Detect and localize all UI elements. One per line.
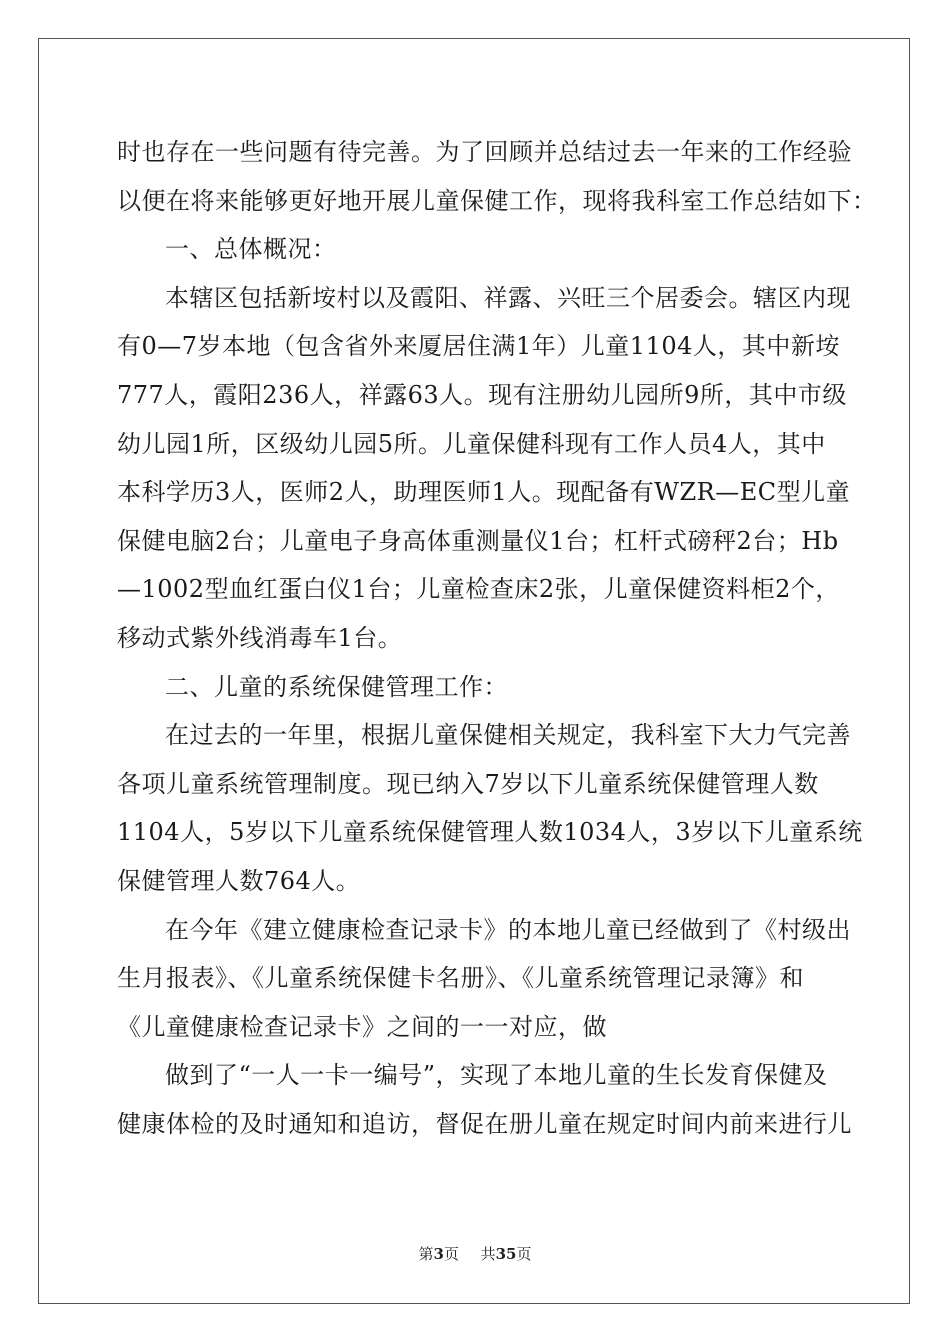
page-prefix: 第 — [418, 1245, 434, 1263]
text-line: 本辖区包括新垵村以及霞阳、祥露、兴旺三个居委会。辖区内现 — [165, 283, 851, 312]
page-suffix: 页 — [443, 1245, 459, 1263]
text-line: 健康体检的及时通知和追访，督促在册儿童在规定时间内前来进行儿 — [117, 1109, 852, 1138]
text-line: 777人，霞阳236人，祥露63人。现有注册幼儿园所9所，其中市级 — [117, 380, 847, 409]
text-line: —1002型血红蛋白仪1台；儿童检查床2张，儿童保健资料柜2个， — [117, 575, 840, 604]
text-line: 幼儿园1所，区级幼儿园5所。儿童保健科现有工作人员4人，其中 — [117, 429, 826, 458]
page-number: 3 — [433, 1245, 444, 1263]
text-line: 保健管理人数764人。 — [117, 866, 361, 895]
total-prefix: 共 — [480, 1245, 496, 1263]
text-line: 各项儿童系统管理制度。现已纳入7岁以下儿童系统保健管理人数 — [117, 769, 819, 798]
text-line: 以便在将来能够更好地开展儿童保健工作，现将我科室工作总结如下： — [117, 186, 877, 215]
text-line: 移动式紫外线消毒车1台。 — [117, 623, 403, 652]
section-heading: 一、总体概况： — [165, 235, 337, 264]
text-line: 本科学历3人，医师2人，助理医师1人。现配备有WZR—EC型儿童 — [117, 478, 851, 507]
text-line: 有0—7岁本地（包含省外来厦居住满1年）儿童1104人，其中新垵 — [117, 332, 840, 361]
text-line: 在过去的一年里，根据儿童保健相关规定，我科室下大力气完善 — [165, 721, 851, 750]
total-suffix: 页 — [516, 1245, 532, 1263]
text-line: 时也存在一些问题有待完善。为了回顾并总结过去一年来的工作经验 — [117, 138, 852, 166]
text-line: 1104人，5岁以下儿童系统保健管理人数1034人，3岁以下儿童系统 — [117, 818, 863, 847]
text-line: 做到了“一人一卡一编号”，实现了本地儿童的生长发育保健及 — [165, 1061, 828, 1090]
page-footer — [0, 1243, 950, 1264]
section-heading: 二、儿童的系统保健管理工作： — [165, 672, 508, 701]
text-line: 保健电脑2台；儿童电子身高体重测量仪1台；杠杆式磅秤2台；Hb — [117, 526, 839, 555]
text-line: 生月报表》、《儿童系统保健卡名册》、《儿童系统管理记录簿》和 — [117, 964, 804, 993]
text-line: 《儿童健康检查记录卡》之间的一一对应，做 — [117, 1012, 607, 1041]
total-pages: 35 — [495, 1245, 517, 1263]
text-line: 在今年《建立健康检查记录卡》的本地儿童已经做到了《村级出 — [165, 915, 851, 944]
document-body — [117, 128, 877, 1148]
